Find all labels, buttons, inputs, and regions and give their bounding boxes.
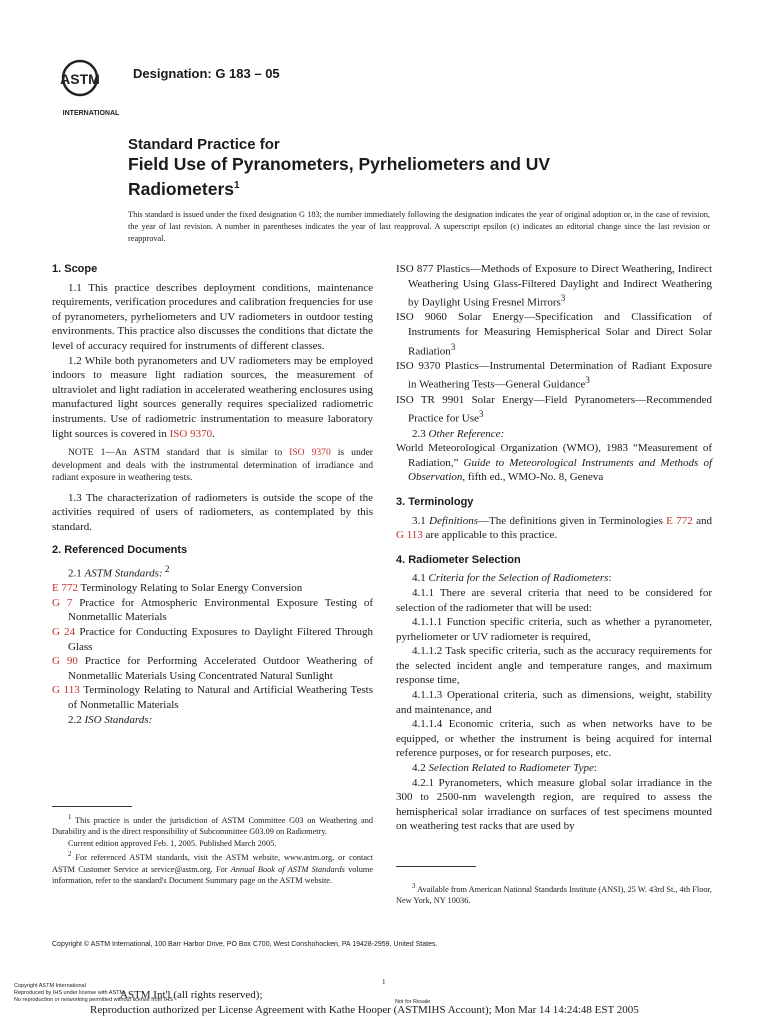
title-block (128, 136, 688, 200)
iso-ref-code: ISO 9370 (396, 359, 441, 372)
para-4-1-num: 4.1 (412, 572, 429, 585)
astm-standards-label: ASTM Standards: (84, 567, 163, 580)
ref-title: Terminology Relating to Natural and Artificial Weathering Tests of Nonmetallic Materials (68, 684, 373, 711)
iso-ref-item (396, 262, 712, 310)
para-4-1-1-2: 4.1.1.2 Task specific criteria, such as the accuracy requirements for the selected incident angle and temperature ranges, and maximum response time, (396, 645, 712, 687)
footnote-2-text-a: For referenced ASTM standards, visit the ASTM website, www.astm.org, or contact ASTM Customer Service at service@astm.org. For (52, 853, 373, 874)
ref-title: Practice for Conducting Exposures to Daylight Filtered Through Glass (68, 626, 373, 653)
ref-item (52, 654, 373, 683)
para-3-1-text-d: are applicable to this practice. (422, 529, 558, 542)
footnote-divider-right (396, 866, 476, 867)
footnote-3-text: Available from American National Standards Institute (ANSI), 25 W. 43rd St., 4th Floor, New York, NY 10036. (396, 884, 712, 906)
title-main-line2 (128, 175, 688, 200)
intro-paragraph: This standard is issued under the fixed designation G 183; the number immediately following the designation indicates the year of original adoption or, in the case of revision, the year of last revision. A number in parentheses indicates the year of last reapproval. A superscript epsilon (ϵ) indicates an editorial change since the last revision or reapproval. (128, 210, 710, 243)
para-1-2-end: . (212, 427, 215, 440)
footnote-1-text: This practice is under the jurisdiction of ASTM Committee G03 on Weathering and Durability and is the direct responsibility of Subcommittee G03.09 on Radiometry. (52, 815, 373, 837)
para-1-3: 1.3 The characterization of radiometers is outside the scope of the activities required of users of radiometers, as contemplated by this standard. (52, 491, 373, 533)
para-2-2 (52, 713, 373, 728)
rights-line: ASTM Int'l (all rights reserved); (120, 989, 263, 1001)
title-footnote-mark: 1 (234, 180, 240, 191)
para-4-1-1-4: 4.1.1.4 Economic criteria, such as when networks have to be equipped, or whether the instrument is being acquired for internal reference purposes, or for research purposes, etc. (396, 718, 712, 760)
wmo-reference (396, 441, 712, 485)
right-column (396, 262, 712, 834)
ref-title: Terminology Relating to Solar Energy Conversion (77, 582, 303, 595)
para-2-1 (52, 562, 373, 581)
scope-heading: 1. Scope (52, 263, 98, 275)
ref-item (52, 581, 373, 596)
iso-ref-code: ISO 877 (396, 263, 434, 275)
para-3-1 (396, 514, 712, 543)
para-2-1-num: 2.1 (68, 567, 85, 580)
footnote-1b: Current edition approved Feb. 1, 2005. Published March 2005. (68, 838, 277, 848)
note-1-prefix: NOTE 1—An ASTM standard that is similar to (68, 447, 290, 459)
selection-type-label: Selection Related to Radiometer Type (428, 762, 594, 775)
wmo-text-b: , fifth ed., WMO-No. 8, Geneva (462, 471, 604, 484)
iso-ref-title: Plastics—Instrumental Determination of Radiant Exposure in Weathering Tests—General Guidance (408, 359, 712, 392)
iso-ref-sup: 3 (585, 375, 590, 386)
iso-ref-code: ISO TR 9901 (396, 393, 465, 406)
criteria-label: Criteria for the Selection of Radiometers (428, 572, 609, 585)
logo-text: ASTM (60, 71, 100, 87)
iso-ref-item (396, 310, 712, 358)
g113-link[interactable]: G 113 (396, 529, 423, 542)
refdocs-heading: 2. Referenced Documents (52, 544, 188, 557)
ref-title: Practice for Performing Accelerated Outdoor Weathering of Nonmetallic Materials Using Concentrated Natural Sunlight (68, 655, 373, 682)
right-footnotes (396, 881, 712, 907)
e772-link[interactable]: E 772 (666, 514, 693, 527)
iso-ref-sup: 3 (560, 293, 566, 304)
para-4-2-1: 4.2.1 Pyranometers, which measure global solar irradiance in the 300 to 2500-nm wavelength region, are required to assess the hemispherical solar irradiance on surfaces of test specimens mounted on weathering test racks that are used by (396, 776, 712, 833)
para-4-2-num: 4.2 (412, 762, 429, 775)
definitions-label: Definitions (429, 514, 479, 527)
not-for-resale: Not for Resale (395, 999, 431, 1005)
other-reference-label: Other Reference: (428, 427, 505, 440)
para-2-3-num: 2.3 (412, 427, 429, 440)
footnote-3-mark: 3 (412, 883, 416, 890)
wmo-italic: Guide to Meteorological Instruments and Methods of Observation (408, 456, 712, 484)
ref-code-link[interactable]: G 7 (52, 596, 73, 609)
license-line-2: Reproduced by IHS under license with ASTM (14, 990, 125, 996)
para-4-2-colon: : (593, 762, 597, 775)
astm-ref-list (52, 581, 373, 712)
iso-ref-item (396, 359, 712, 393)
para-3-1-num: 3.1 (412, 514, 430, 527)
title-main-text: Radiometers (128, 178, 235, 199)
note-iso-9370-link[interactable]: ISO 9370 (289, 447, 331, 459)
wmo-text-a: World Meteorological Organization (WMO), 1983 “Measurement of Radiation,” (396, 442, 712, 469)
para-1-2 (52, 354, 373, 442)
license-line-3: No reproduction or networking permitted without license from IHS (14, 997, 173, 1003)
iso-ref-item (396, 393, 712, 427)
footnote-1-mark: 1 (68, 814, 72, 821)
para-4-2 (396, 761, 712, 776)
note-1 (52, 447, 373, 485)
selection-heading: 4. Radiometer Selection (396, 553, 521, 566)
copyright-line: Copyright © ASTM International, 100 Barr Harbor Drive, PO Box C700, West Conshohocken, PA 19428-2959, United States. (52, 941, 438, 948)
footnote-2 (52, 849, 373, 886)
iso-ref-code: ISO 9060 (396, 311, 447, 324)
iso-standards-label: ISO Standards: (84, 713, 153, 726)
footnote-1 (52, 812, 373, 838)
para-1-2-text: 1.2 While both pyranometers and UV radiometers may be employed indoors to measure light radiation sources, the measurement of ultraviolet and light radiation in accelerated weathering enclosures using manufactured light sources generally requires specialized radiometric instruments. Use of radiometric instrumentation to measure laboratory light sources is covered in (52, 354, 373, 440)
iso-ref-title: Solar Energy—Field Pyranometers—Recommended Practice for Use (408, 393, 712, 425)
iso-ref-list (396, 262, 712, 427)
footnote-3 (396, 881, 712, 907)
para-4-1 (396, 571, 712, 586)
para-4-1-colon: : (608, 572, 612, 585)
astm-logo (60, 54, 122, 118)
para-4-1-1-3: 4.1.1.3 Operational criteria, such as dimensions, weight, stability and maintenance, and (396, 689, 712, 716)
ref-code-link[interactable]: E 772 (52, 582, 78, 595)
left-column (52, 262, 373, 727)
title-practice: Standard Practice for (128, 136, 280, 153)
logo-subtext: INTERNATIONAL (62, 110, 120, 117)
para-4-1-1: 4.1.1 There are several criteria that need to be considered for selection of the radiometer that will be used: (396, 586, 712, 614)
footnote-2-italic: Annual Book of ASTM Standards (230, 864, 345, 874)
ref-item (52, 625, 373, 654)
ref-item (52, 596, 373, 625)
left-footnotes (52, 812, 373, 887)
para-3-1-text-b: —The definitions given in Terminologies (478, 514, 667, 527)
license-line-1: Copyright ASTM International (14, 983, 86, 989)
iso-ref-title: Solar Energy—Specification and Classification of Instruments for Measuring Hemispherical Solar and Direct Solar Radiation (408, 311, 713, 358)
reproduction-line: Reproduction authorized per License Agreement with Kathe Hooper (ASTMIHS Account); Mon Mar 14 14:24:48 EST 2005 (90, 1004, 639, 1016)
footnote-2-mark-bottom: 2 (68, 851, 72, 859)
ref-code-link[interactable]: G 113 (52, 684, 80, 697)
para-2-3 (396, 427, 712, 442)
footnote-divider (52, 806, 132, 807)
page-number: 1 (382, 978, 386, 986)
para-1-1: 1.1 This practice describes deployment conditions, maintenance requirements, verification procedures and calibration frequencies for use of pyranometers, pyrheliometers and UV radiometers in outdoor testing environments. This practice also discusses the conditions that dictate the level of accuracy required for instruments of different classes. (52, 281, 373, 352)
para-3-1-text-c: and (692, 514, 712, 527)
ref-item (52, 683, 373, 712)
footnote-2-mark: 2 (162, 564, 170, 574)
iso-ref-sup: 3 (478, 409, 484, 420)
designation: Designation: G 183 – 05 (133, 66, 280, 81)
title-main-line1: Field Use of Pyranometers, Pyrheliometers and UV (128, 154, 551, 174)
note-1-rest: is under development and deals with the instrumental determination of irradiance and radiant exposure in weathering tests. (52, 447, 374, 484)
terminology-heading: 3. Terminology (396, 495, 474, 508)
iso-ref-sup: 3 (450, 341, 456, 352)
ref-code-link[interactable]: G 24 (52, 626, 76, 639)
ref-title: Practice for Atmospheric Environmental Exposure Testing of Nonmetallic Materials (68, 596, 373, 624)
iso-9370-link[interactable]: ISO 9370 (169, 427, 213, 440)
iso-ref-title: Plastics—Methods of Exposure to Direct Weathering, Indirect Weathering Using Glass-Filtered Daylight and Indirect Weathering by Daylight Using Fresnel Mirrors (408, 263, 712, 309)
para-4-1-1-1: 4.1.1.1 Function specific criteria, such as whether a pyranometer, pyrheliometer or UV radiometer is required, (396, 616, 712, 643)
footnote-2-text-b: volume information, refer to the standard's Document Summary page on the ASTM website. (52, 864, 374, 886)
ref-code-link[interactable]: G 90 (52, 655, 78, 668)
para-2-2-num: 2.2 (68, 713, 85, 726)
